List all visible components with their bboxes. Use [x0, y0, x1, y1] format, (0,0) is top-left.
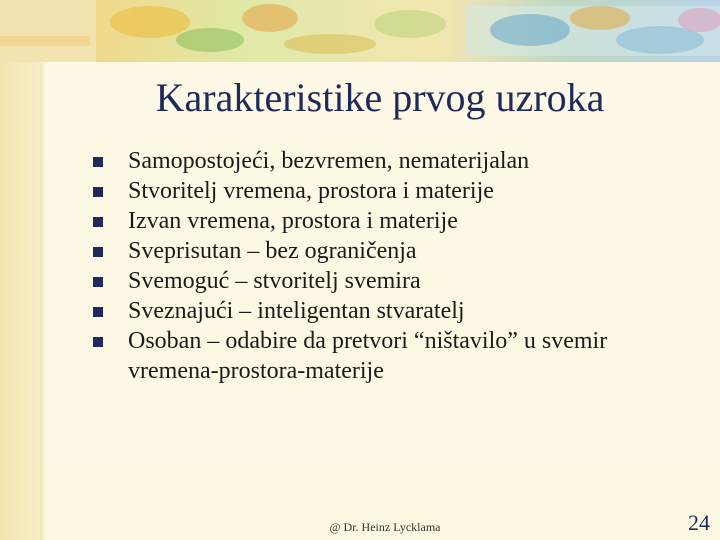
square-bullet-icon [93, 247, 103, 257]
list-item [90, 236, 690, 266]
square-bullet-icon [93, 217, 103, 227]
bullet-text: Sveprisutan – bez ograničenja [128, 238, 417, 264]
list-item [90, 176, 690, 206]
bullet-text: Samopostojeći, bezvremen, nematerijalan [128, 148, 530, 174]
square-bullet-icon [93, 337, 103, 347]
list-item [90, 296, 690, 326]
left-decorative-strip [0, 0, 40, 540]
list-item [90, 146, 690, 176]
list-item [90, 266, 690, 296]
bullet-text: Svemoguć – stvoritelj svemira [128, 268, 421, 294]
page-number: 24 [688, 510, 710, 535]
list-item [90, 206, 690, 236]
bullet-text: Osoban – odabire da pretvori “ništavilo” u svemir vremena-prostora-materije [128, 328, 608, 384]
square-bullet-icon [93, 157, 103, 167]
square-bullet-icon [93, 277, 103, 287]
bullet-text: Stvoritelj vremena, prostora i materije [128, 178, 494, 204]
square-bullet-icon [93, 307, 103, 317]
footer-author: @ Dr. Heinz Lycklama [329, 520, 441, 534]
decorative-banner-image [0, 0, 720, 62]
bullet-text: Izvan vremena, prostora i materije [128, 208, 458, 234]
slide-title: Karakteristike prvog uzroka [155, 75, 605, 120]
bullet-list [90, 146, 690, 386]
square-bullet-icon [93, 187, 103, 197]
list-item [90, 326, 690, 386]
bullet-text: Sveznajući – inteligentan stvaratelj [128, 298, 465, 324]
